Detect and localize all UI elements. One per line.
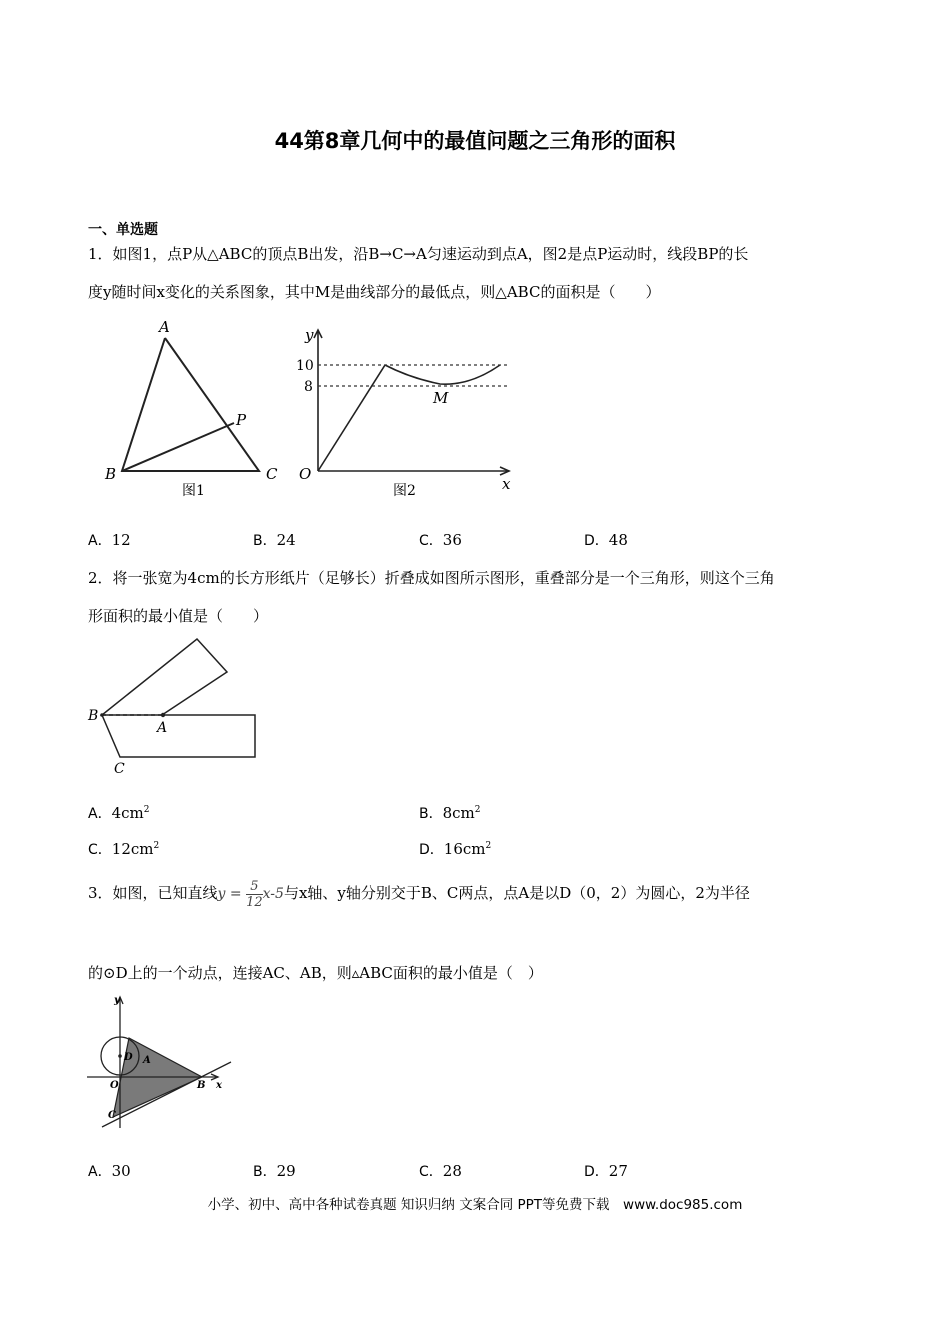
q3-label-o: O (110, 1080, 119, 1091)
q2-option-d[interactable]: D．$16cm^2$ (419, 840, 492, 858)
q1-figure-2 (290, 318, 530, 503)
fig2-label-x: x (502, 475, 511, 493)
q1-text-line2: 度y随时间x变化的关系图象，其中M是曲线部分的最低点，则△ABC的面积是（ ） (88, 283, 661, 301)
section-heading: 一、单选题 (88, 222, 158, 238)
page-title: 44第8章几何中的最值问题之三角形的面积 (274, 129, 676, 153)
q2-label-c: C (114, 761, 125, 777)
q3-option-a[interactable]: A．30 (88, 1162, 131, 1180)
fig1-caption: 图1 (182, 483, 205, 499)
fig2-label-o: O (299, 465, 312, 483)
fig1-label-b: B (105, 465, 117, 483)
q2-option-a[interactable]: A．$4cm^2$ (88, 804, 150, 822)
q2-text-line1: 2．将一张宽为4cm的长方形纸片（足够长）折叠成如图所示图形，重叠部分是一个三角形，则这个三角 (88, 569, 775, 587)
q2-figure (85, 635, 270, 780)
footer-text: 小学、初中、高中各种试卷真题 知识归纳 文案合同 PPT等免费下载 www.doc985.com (207, 1197, 743, 1213)
q3-label-x: x (216, 1080, 222, 1091)
fig1-label-a: A (159, 318, 170, 336)
q1-option-a[interactable]: A．12 (88, 531, 131, 549)
fig2-caption: 图2 (393, 483, 416, 499)
q1-option-c[interactable]: C．36 (419, 531, 462, 549)
fig1-label-p: P (236, 411, 247, 429)
q3-text-line2: 的⊙D上的一个动点，连接AC、AB，则▵ABC面积的最小值是（ ） (88, 964, 543, 982)
q2-option-c[interactable]: C．$12cm^2$ (88, 840, 160, 858)
q3-option-b[interactable]: B．29 (253, 1162, 296, 1180)
q3-formula: y = $\frac{5}{12}$ x-5 (217, 878, 284, 910)
fig2-label-m: M (433, 389, 449, 407)
q3-option-c[interactable]: C．28 (419, 1162, 462, 1180)
q1-option-b[interactable]: B．24 (253, 531, 296, 549)
fig2-label-y: y (305, 326, 314, 344)
q1-figure-1 (100, 318, 300, 503)
q1-text-line1: 1．如图1，点P从△ABC的顶点B出发，沿B→C→A匀速运动到点A，图2是点P运动时，线段BP的长 (88, 245, 749, 263)
fig2-tick-10: 10 (296, 358, 314, 374)
q3-label-b: B (197, 1080, 206, 1091)
q3-text-line1: 3．如图，已知直线y = $\frac{5}{12}$ x-5与x轴、y轴分别交于B、C两点，点A是以D（0，2）为圆心，2为半径 (88, 878, 750, 910)
q3-label-d: D (124, 1052, 133, 1063)
q1-option-d[interactable]: D．48 (584, 531, 628, 549)
q3-label-a: A (143, 1055, 151, 1066)
fig1-label-c: C (266, 465, 278, 483)
q2-label-a: A (157, 720, 168, 736)
q2-label-b: B (88, 708, 99, 724)
q3-figure (85, 993, 240, 1133)
q2-option-b[interactable]: B．$8cm^2$ (419, 804, 481, 822)
fig2-tick-8: 8 (304, 379, 313, 395)
q3-label-y: y (114, 995, 120, 1006)
q2-text-line2: 形面积的最小值是（ ） (88, 607, 269, 625)
q3-label-c: C (108, 1110, 116, 1121)
q3-option-d[interactable]: D．27 (584, 1162, 628, 1180)
